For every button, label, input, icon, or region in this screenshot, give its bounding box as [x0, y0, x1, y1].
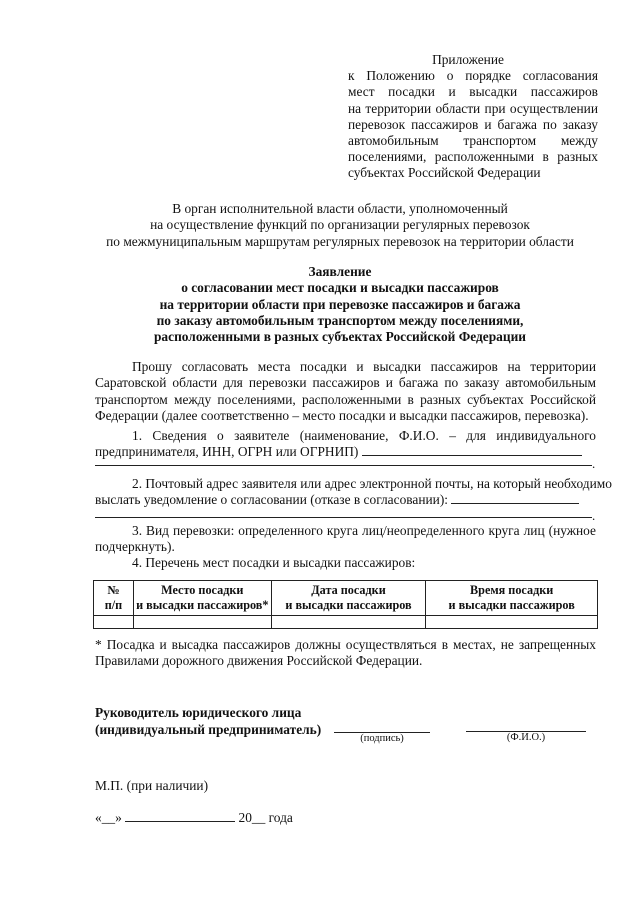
- intro-line: Саратовской области для перевозки пассажиров и багажа по заказу автомобильным: [95, 375, 596, 391]
- item-3-line: 3. Вид перевозки: определенного круга лиц/неопределенного круга лиц (нужное: [132, 523, 596, 538]
- table-header-date: Дата посадки и высадки пассажиров: [271, 581, 426, 616]
- appendix-line: субъектах Российской Федерации: [348, 165, 541, 181]
- intro-line: Прошу согласовать места посадки и высадки пассажиров на территории: [132, 359, 596, 374]
- table-cell[interactable]: [133, 616, 271, 629]
- address-field-line[interactable]: [95, 517, 592, 518]
- addressee-block: [60, 201, 620, 250]
- item-3-line: подчеркнуть).: [95, 539, 175, 555]
- intro-paragraph: [95, 359, 596, 424]
- addressee-line: на осуществление функций по организации регулярных перевозок: [150, 217, 530, 233]
- table-row[interactable]: [94, 616, 598, 629]
- appendix-line: перевозок пассажиров и багажа по заказу: [348, 116, 598, 132]
- footnote-line: * Посадка и высадка пассажиров должны осуществляться в местах, не запрещенных: [95, 637, 596, 652]
- period: .: [592, 456, 596, 471]
- date-line: [95, 810, 293, 826]
- places-table: [93, 580, 598, 629]
- statement-subtitle-line: расположенными в разных субъектах Российской Федерации: [153, 329, 527, 345]
- appendix-line: к Положению о порядке согласования: [348, 68, 598, 84]
- date-month-field[interactable]: [125, 810, 235, 822]
- statement-subtitle-line: по заказу автомобильным транспортом между поселениями,: [156, 312, 524, 328]
- item-2-address: [95, 476, 612, 509]
- item-1-applicant: [95, 428, 596, 461]
- footnote: [95, 637, 596, 670]
- item-3-transport-type: [95, 523, 596, 556]
- date-year[interactable]: 20__: [238, 810, 266, 825]
- item-2-line-2: [95, 492, 596, 508]
- signature-role-line: (индивидуальный предприниматель): [95, 722, 322, 737]
- table-cell[interactable]: [271, 616, 426, 629]
- item-1-label: предпринимателя, ИНН, ОГРН или ОГРНИП): [95, 444, 359, 460]
- table-header-number: № п/п: [94, 581, 134, 616]
- intro-line: Федерации (далее соответственно – место посадки и высадки пассажиров, перевозка).: [95, 407, 589, 423]
- applicant-info-field[interactable]: [362, 444, 582, 456]
- applicant-info-field-line[interactable]: [95, 465, 592, 466]
- item-2-label: выслать уведомление о согласовании (отказе в согласовании):: [95, 492, 449, 508]
- table-header-time: Время посадки и высадки пассажиров: [426, 581, 598, 616]
- footnote-line: Правилами дорожного движения Российской Федерации.: [95, 653, 423, 669]
- statement-subtitle-line: на территории области при перевозке пассажиров и багажа: [159, 296, 521, 312]
- signature-caption: (подпись): [360, 733, 404, 744]
- statement-title-block: [70, 264, 610, 345]
- signature-role: [95, 704, 321, 738]
- addressee-line: В орган исполнительной власти области, уполномоченный: [172, 201, 508, 216]
- seal-note: М.П. (при наличии): [95, 778, 209, 793]
- table-cell[interactable]: [94, 616, 134, 629]
- appendix-line: поселениями, расположенными в разных: [348, 149, 598, 165]
- appendix-heading: Приложение: [432, 52, 504, 67]
- statement-title: Заявление: [308, 264, 372, 279]
- appendix-line: на территории области при осуществлении: [348, 100, 598, 116]
- item-1-line: 1. Сведения о заявителе (наименование, Ф.И.О. – для индивидуального: [132, 428, 596, 443]
- period: .: [592, 508, 596, 523]
- table-header-place: Место посадки и высадки пассажиров*: [133, 581, 271, 616]
- statement-subtitle-line: о согласовании мест посадки и высадки пассажиров: [181, 280, 499, 296]
- table-cell[interactable]: [426, 616, 598, 629]
- item-4-places: [95, 555, 596, 571]
- address-field[interactable]: [451, 492, 579, 504]
- date-day[interactable]: «__»: [95, 810, 122, 825]
- item-1-line-2: [95, 444, 596, 460]
- appendix-block: [348, 52, 598, 182]
- addressee-line: по межмуниципальным маршрутам регулярных перевозок на территории области: [106, 233, 574, 249]
- item-2-line: 2. Почтовый адрес заявителя или адрес электронной почты, на который необходимо: [132, 476, 612, 491]
- signature-role-line: Руководитель юридического лица: [95, 705, 302, 720]
- name-caption: (Ф.И.О.): [506, 732, 546, 743]
- table-header-row: [94, 581, 598, 616]
- intro-line: транспортом между поселениями, расположенными в разных субъектах Российской: [95, 391, 596, 407]
- item-4-line: 4. Перечень мест посадки и высадки пассажиров:: [132, 555, 416, 570]
- date-year-word: года: [268, 810, 293, 825]
- appendix-line: мест посадки и высадки пассажиров: [348, 84, 598, 100]
- appendix-line: автомобильным транспортом между: [348, 133, 598, 149]
